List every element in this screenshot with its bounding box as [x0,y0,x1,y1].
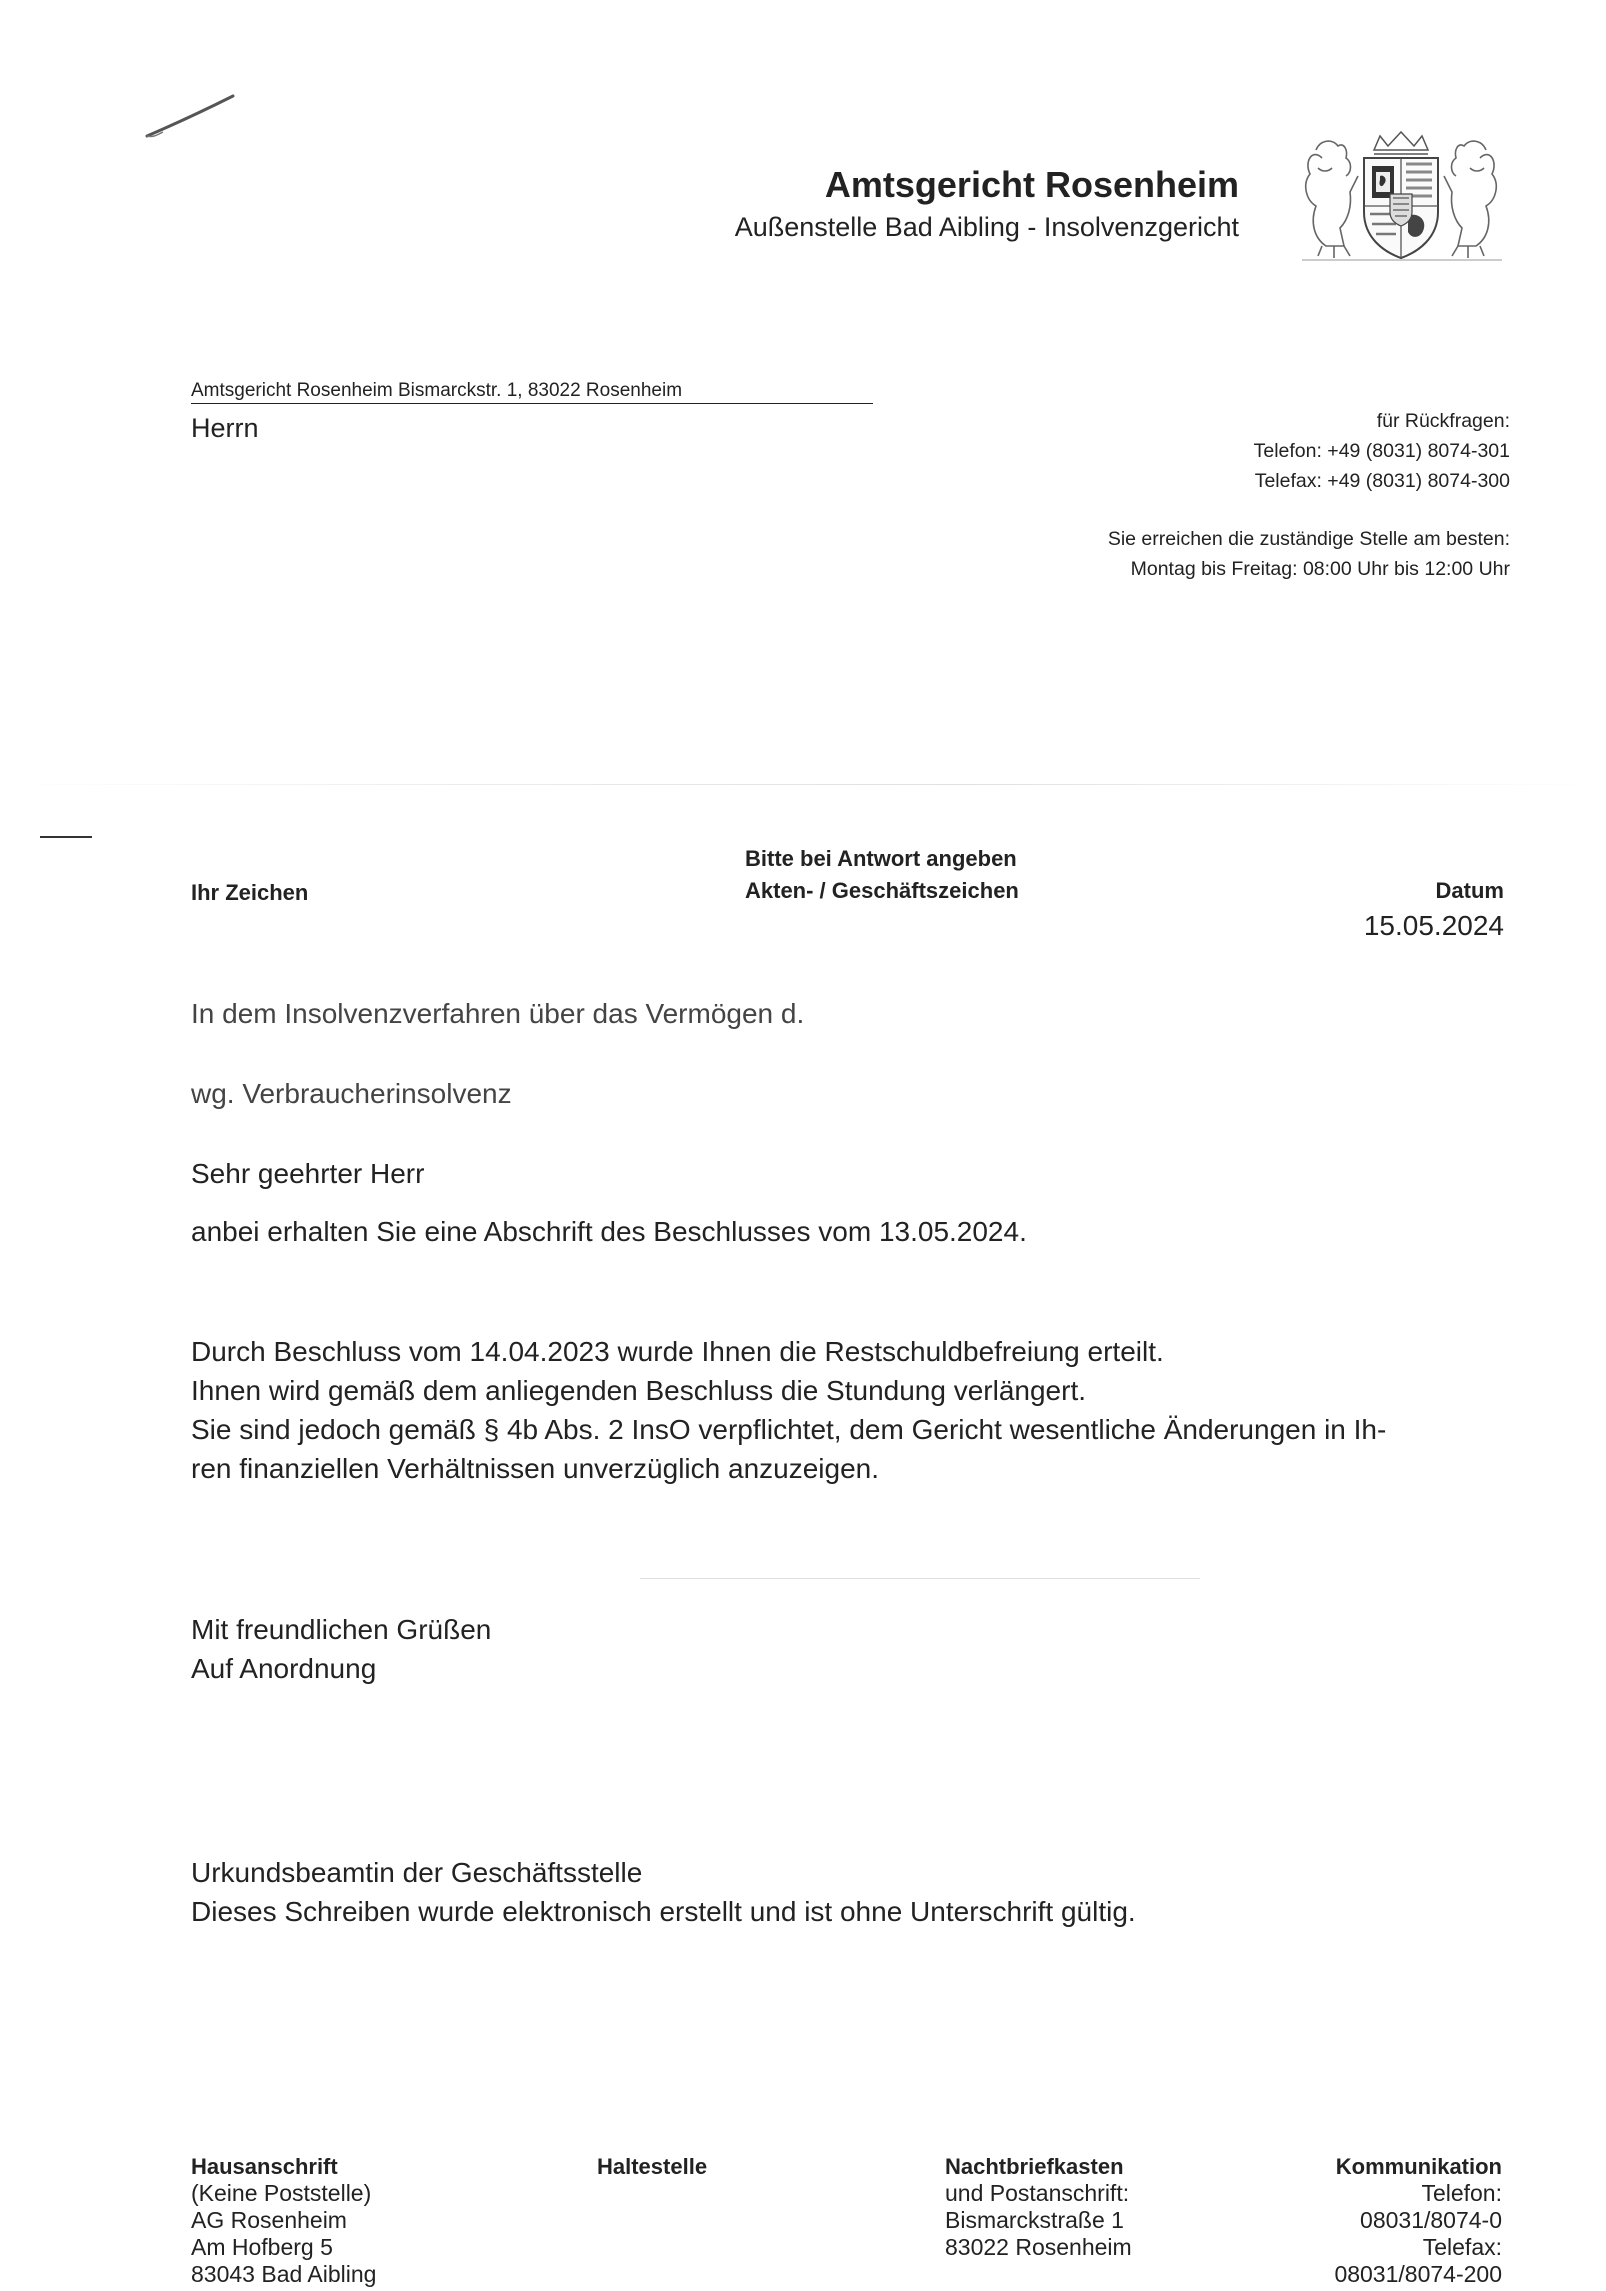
fold-mark [40,836,92,838]
pen-mark [145,90,245,150]
court-name: Amtsgericht Rosenheim [824,164,1239,205]
coat-of-arms-icon [1292,128,1510,264]
paragraph-line: Ihnen wird gemäß dem anliegenden Beschluss die Stundung verlängert. [191,1375,1087,1406]
footer-mailbox-line: Bismarckstraße 1 [945,2207,1124,2233]
closing-order: Auf Anordnung [191,1653,377,1684]
closing: Mit freundlichen Grüßen [191,1614,492,1645]
footer-mailbox-line: und Postanschrift: [945,2180,1130,2206]
footer-address [191,2154,376,2288]
footer-communication-line: 08031/8074-200 [1334,2261,1502,2287]
footer-stop-heading: Haltestelle [597,2154,708,2179]
footer-mailbox-line: 83022 Rosenheim [945,2234,1132,2260]
footer-communication-line: Telefax: [1422,2234,1502,2260]
footer-communication-line: Telefon: [1421,2180,1502,2206]
queries-label: für Rückfragen: [1376,410,1510,432]
footer-stop [597,2154,707,2180]
court-subtitle: Außenstelle Bad Aibling - Insolvenzgericht [734,212,1239,242]
return-address: Amtsgericht Rosenheim Bismarckstr. 1, 83022 Rosenheim [191,380,873,404]
body-line: anbei erhalten Sie eine Abschrift des Beschlusses vom 13.05.2024. [191,1216,1027,1247]
footer-address-heading: Hausanschrift [191,2154,338,2179]
fold-line [640,1578,1200,1579]
greeting: Sehr geehrter Herr [191,1158,425,1189]
signature-title: Urkundsbeamtin der Geschäftsstelle [191,1857,643,1888]
date-label: Datum [1435,878,1504,903]
date-value: 15.05.2024 [1363,910,1504,941]
reply-note: Bitte bei Antwort angeben [745,846,1017,871]
footer-address-line: AG Rosenheim [191,2207,347,2233]
office-hours: Montag bis Freitag: 08:00 Uhr bis 12:00 Uhr [1130,558,1510,580]
your-reference-label: Ihr Zeichen [191,880,309,905]
footer-address-line: 83043 Bad Aibling [191,2261,377,2287]
footer-address-line: (Keine Poststelle) [191,2180,372,2206]
paragraph-line: Sie sind jedoch gemäß § 4b Abs. 2 InsO verpflichtet, dem Gericht wesentliche Änderungen in Ih- [191,1414,1387,1445]
recipient-salutation: Herrn [191,413,259,443]
footer-communication-heading: Kommunikation [1335,2154,1502,2179]
footer-communication [1334,2154,1502,2288]
footer-mailbox-heading: Nachtbriefkasten [945,2154,1124,2179]
footer-communication-line: 08031/8074-0 [1360,2207,1502,2233]
paragraph-line: ren finanziellen Verhältnissen unverzüglich anzuzeigen. [191,1453,879,1484]
contact-fax: Telefax: +49 (8031) 8074-300 [1254,470,1510,492]
signature-note: Dieses Schreiben wurde elektronisch erstellt und ist ohne Unterschrift gültig. [191,1896,1136,1927]
availability-note: Sie erreichen die zuständige Stelle am besten: [1107,528,1510,550]
footer-address-line: Am Hofberg 5 [191,2234,333,2260]
intro-line: In dem Insolvenzverfahren über das Vermögen d. [191,998,805,1029]
footer-mailbox [945,2154,1132,2261]
contact-phone: Telefon: +49 (8031) 8074-301 [1253,440,1510,462]
paragraph-line: Durch Beschluss vom 14.04.2023 wurde Ihnen die Restschuldbefreiung erteilt. [191,1336,1164,1367]
fold-line [0,784,1606,785]
file-number-label: Akten- / Geschäftszeichen [745,878,1019,903]
subject-line: wg. Verbraucherinsolvenz [191,1078,512,1109]
